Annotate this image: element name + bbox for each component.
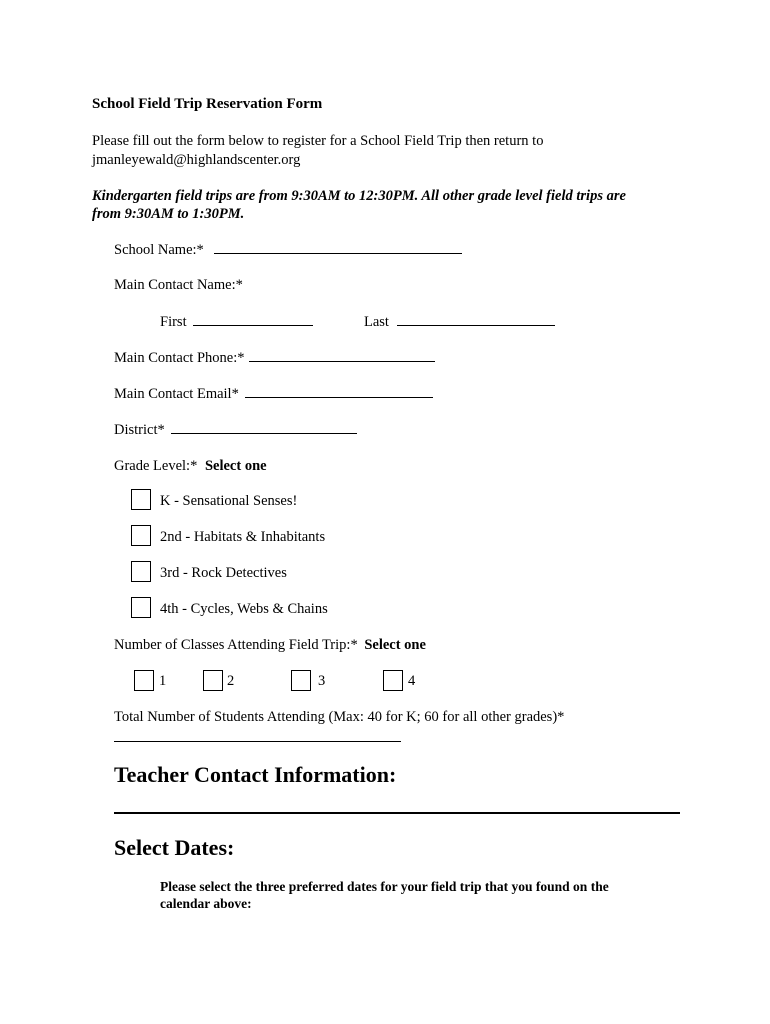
classes-3-label: 3 xyxy=(318,673,326,689)
phone-label: Main Contact Phone:* xyxy=(114,350,245,366)
email-row xyxy=(114,386,433,403)
email-label: Main Contact Email* xyxy=(114,386,239,402)
grade-3rd-label: 3rd - Rock Detectives xyxy=(160,565,287,581)
dates-instruction xyxy=(160,878,680,912)
phone-row xyxy=(114,350,435,367)
district-label: District* xyxy=(114,422,165,438)
classes-1-label: 1 xyxy=(159,673,167,689)
grade-4th-checkbox[interactable] xyxy=(131,597,151,618)
dates-instruction-line-1: Please select the three preferred dates for your field trip that you found on the xyxy=(160,879,609,894)
intro-text xyxy=(92,132,692,170)
classes-2-checkbox[interactable] xyxy=(203,670,223,691)
classes-4-checkbox[interactable] xyxy=(383,670,403,691)
intro-line-1: Please fill out the form below to register for a School Field Trip then return to xyxy=(92,133,544,149)
intro-email: jmanleyewald@highlandscenter.org xyxy=(92,152,301,168)
school-name-label: School Name:* xyxy=(114,242,204,258)
last-name-label: Last xyxy=(364,314,389,330)
email-field[interactable] xyxy=(245,396,433,398)
students-label: Total Number of Students Attending (Max: 40 for K; 60 for all other grades)* xyxy=(114,709,565,725)
main-contact-name-label: Main Contact Name:* xyxy=(114,277,243,293)
classes-1-checkbox[interactable] xyxy=(134,670,154,691)
first-name-label: First xyxy=(160,314,187,330)
students-field[interactable] xyxy=(114,741,401,742)
notice-line-2: from 9:30AM to 1:30PM. xyxy=(92,206,245,222)
school-name-field[interactable] xyxy=(214,252,462,254)
classes-row xyxy=(114,637,426,654)
first-name-row xyxy=(160,314,313,331)
grade-level-hint: Select one xyxy=(204,458,267,474)
classes-4-label: 4 xyxy=(408,673,416,689)
notice-line-1: Kindergarten field trips are from 9:30AM to 12:30PM. All other grade level field trips are xyxy=(92,188,626,204)
district-field[interactable] xyxy=(171,432,357,434)
grade-2nd-label: 2nd - Habitats & Inhabitants xyxy=(160,529,326,545)
phone-field[interactable] xyxy=(249,360,435,362)
last-name-field[interactable] xyxy=(397,324,555,326)
last-name-row xyxy=(364,314,555,331)
grade-k-label: K - Sensational Senses! xyxy=(160,493,298,509)
first-name-field[interactable] xyxy=(193,324,313,326)
grade-2nd-checkbox[interactable] xyxy=(131,525,151,546)
classes-hint: Select one xyxy=(364,637,426,653)
grade-k-checkbox[interactable] xyxy=(131,489,151,510)
classes-3-checkbox[interactable] xyxy=(291,670,311,691)
teacher-contact-heading: Teacher Contact Information: xyxy=(114,762,397,787)
select-dates-heading: Select Dates: xyxy=(114,835,235,860)
time-notice xyxy=(92,187,692,223)
district-row xyxy=(114,422,357,439)
classes-label: Number of Classes Attending Field Trip:* xyxy=(114,637,358,653)
school-name-row xyxy=(114,242,462,259)
teacher-contact-field[interactable] xyxy=(114,812,680,814)
grade-3rd-checkbox[interactable] xyxy=(131,561,151,582)
dates-instruction-line-2: calendar above: xyxy=(160,896,252,911)
grade-4th-label: 4th - Cycles, Webs & Chains xyxy=(160,601,328,617)
grade-level-row xyxy=(114,458,267,475)
classes-2-label: 2 xyxy=(227,673,235,689)
form-title: School Field Trip Reservation Form xyxy=(92,96,323,112)
grade-level-label: Grade Level:* xyxy=(114,458,198,474)
